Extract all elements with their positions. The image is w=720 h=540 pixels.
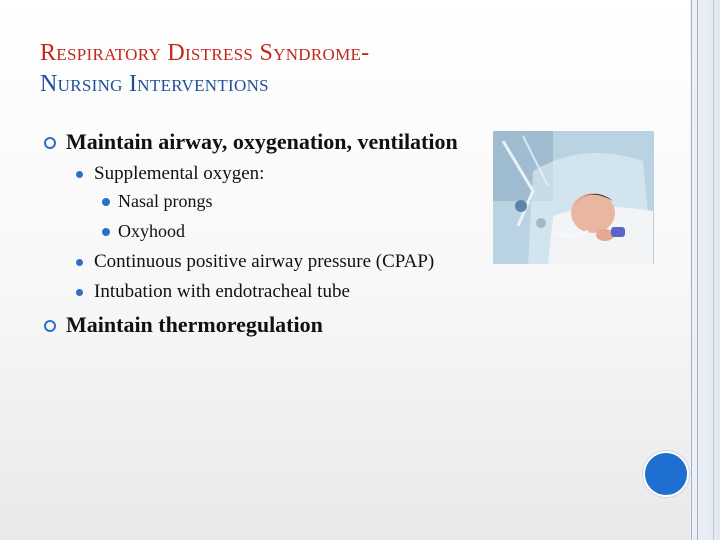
bullet-ring-icon xyxy=(44,137,56,149)
bullet-ring-small-icon xyxy=(102,198,110,206)
bullet-dot-icon xyxy=(76,171,83,178)
edge-line xyxy=(713,0,715,540)
right-edge-decoration xyxy=(690,0,720,540)
sub-sub-bullet-list xyxy=(102,190,484,243)
edge-line xyxy=(697,0,699,540)
sub-bullet-intubation xyxy=(72,280,484,304)
sub-bullet-cpap xyxy=(72,250,484,274)
sub-bullet-list xyxy=(72,162,484,304)
bullet-ring-icon xyxy=(44,320,56,332)
bullet-text: Maintain thermoregulation xyxy=(66,312,323,337)
edge-line xyxy=(691,0,693,540)
bullet-thermoregulation xyxy=(44,310,484,339)
slide-title xyxy=(40,38,600,100)
sub-sub-bullet-text: Nasal prongs xyxy=(118,191,213,211)
newborn-incubator-photo xyxy=(493,131,654,264)
title-line-2: Nursing Interventions xyxy=(40,71,269,97)
sub-sub-bullet-text: Oxyhood xyxy=(118,221,185,241)
title-line-1: Respiratory Distress Syndrome- xyxy=(40,40,370,66)
bullet-list xyxy=(44,127,484,339)
bullet-dot-icon xyxy=(76,289,83,296)
bullet-dot-icon xyxy=(76,259,83,266)
sub-bullet-oxygen xyxy=(72,162,484,243)
sub-bullet-text: Continuous positive airway pressure (CPAP) xyxy=(94,251,435,272)
sub-sub-bullet-oxyhood xyxy=(102,220,484,243)
sub-sub-bullet-nasal xyxy=(102,190,484,213)
bullet-text: Maintain airway, oxygenation, ventilation xyxy=(66,129,458,154)
sub-bullet-text: Supplemental oxygen: xyxy=(94,163,265,184)
bullet-airway xyxy=(44,127,484,156)
sub-bullet-text: Intubation with endotracheal tube xyxy=(94,281,350,302)
bullet-ring-small-icon xyxy=(102,228,110,236)
newborn-incubator-illustration xyxy=(493,131,654,264)
decorative-circle xyxy=(643,451,689,497)
